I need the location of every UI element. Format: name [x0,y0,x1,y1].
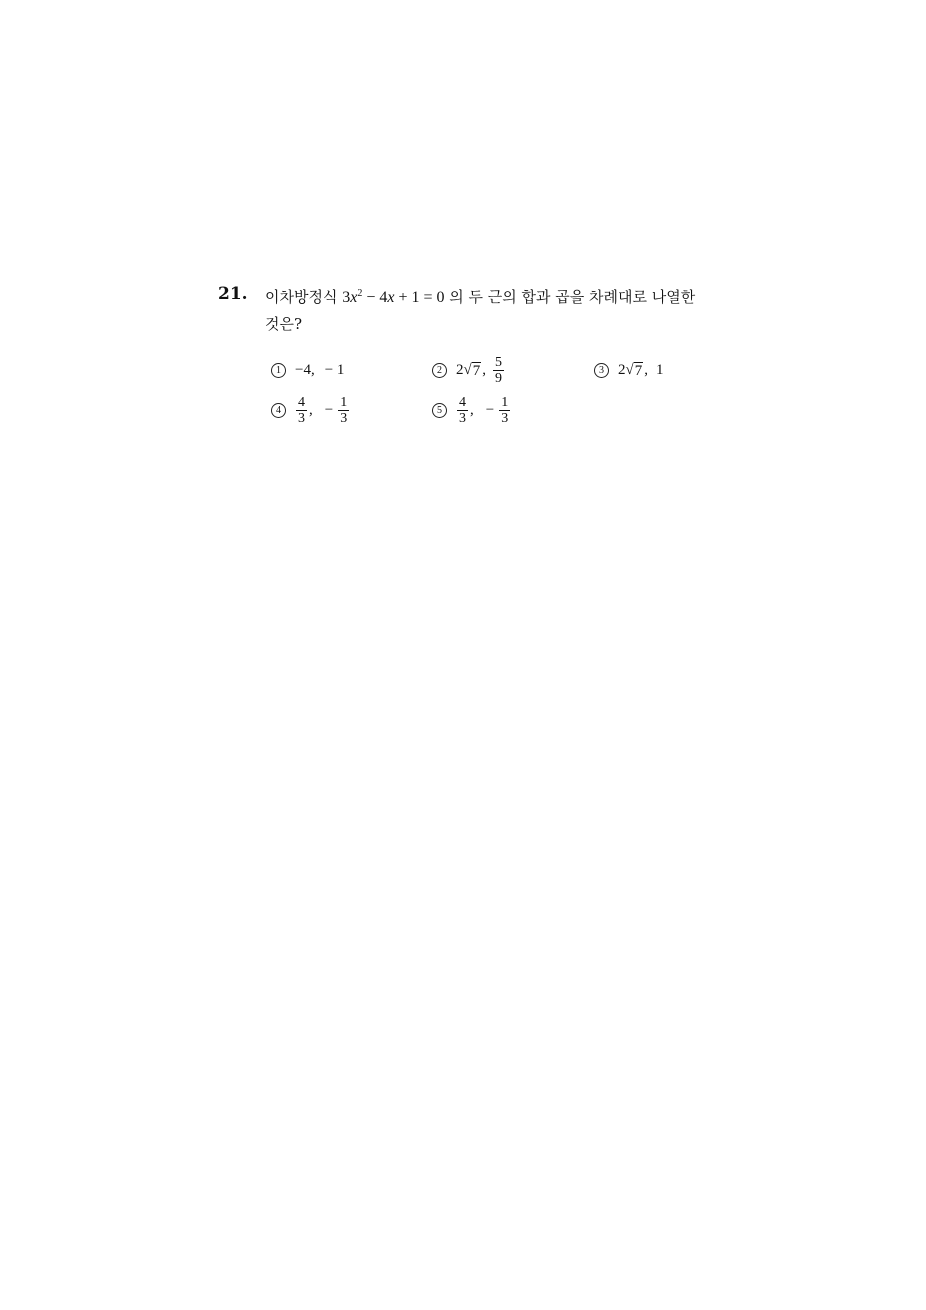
choice-3-sqrt [626,362,644,379]
choice-5-numerator-1: 4 [459,394,466,410]
question-text [265,284,735,337]
choice-4-denominator-2: 3 [340,410,348,426]
choice-4-numerator-2: 1 [340,394,348,410]
choice-3-radicand: 7 [634,362,643,379]
choice-5-numerator-2: 1 [501,394,509,410]
choice-5-minus: − [485,401,495,418]
choice-4[interactable] [271,390,350,430]
choice-1-value-b: − 1 [324,361,345,378]
choice-marker-2: 2 [432,363,447,378]
choice-4-minus: − [324,401,334,418]
choice-5-denominator-1: 3 [459,410,466,426]
choice-5-fraction-2 [499,395,510,426]
choice-2-radicand: 7 [472,362,481,379]
choice-1[interactable] [271,350,344,390]
question-number: 21. [218,284,248,304]
choice-4-numerator-1: 4 [298,394,305,410]
radical-sign-icon: √ [625,361,634,378]
choice-2-fraction [493,355,504,386]
choice-2-comma: , [482,361,486,378]
choice-4-fraction-1 [296,395,307,426]
quadratic-equation: $3x^2 - 4x + 1 = 0$ [342,288,445,306]
choice-2-coef: 2 [456,361,464,378]
choice-marker-5: 5 [432,403,447,418]
choice-marker-1: 1 [271,363,286,378]
choice-2-sqrt [464,362,482,379]
choice-2-numerator: 5 [494,354,502,370]
choice-2-denominator: 9 [494,370,502,386]
choice-2[interactable] [432,350,505,390]
choice-5-comma: , [470,401,474,418]
choice-1-value-a: −4, [295,361,315,378]
choice-marker-4: 4 [271,403,286,418]
choice-3[interactable] [594,350,663,390]
choice-4-denominator-1: 3 [298,410,305,426]
choice-marker-3: 3 [594,363,609,378]
question-text-after: 의 두 근의 합과 곱을 차례대로 나열한 [444,288,696,306]
choice-3-comma: , [644,361,648,378]
choice-5-denominator-2: 3 [501,410,509,426]
question-text-before: 이차방정식 [265,288,343,306]
choice-5-fraction-1 [457,395,468,426]
choice-3-value-b: 1 [655,361,664,378]
choice-4-comma: , [309,401,313,418]
choice-4-fraction-2 [338,395,349,426]
choice-3-coef: 2 [618,361,626,378]
radical-sign-icon: √ [463,361,472,378]
question-text-line2: 것은? [265,315,303,333]
choice-5[interactable] [432,390,511,430]
